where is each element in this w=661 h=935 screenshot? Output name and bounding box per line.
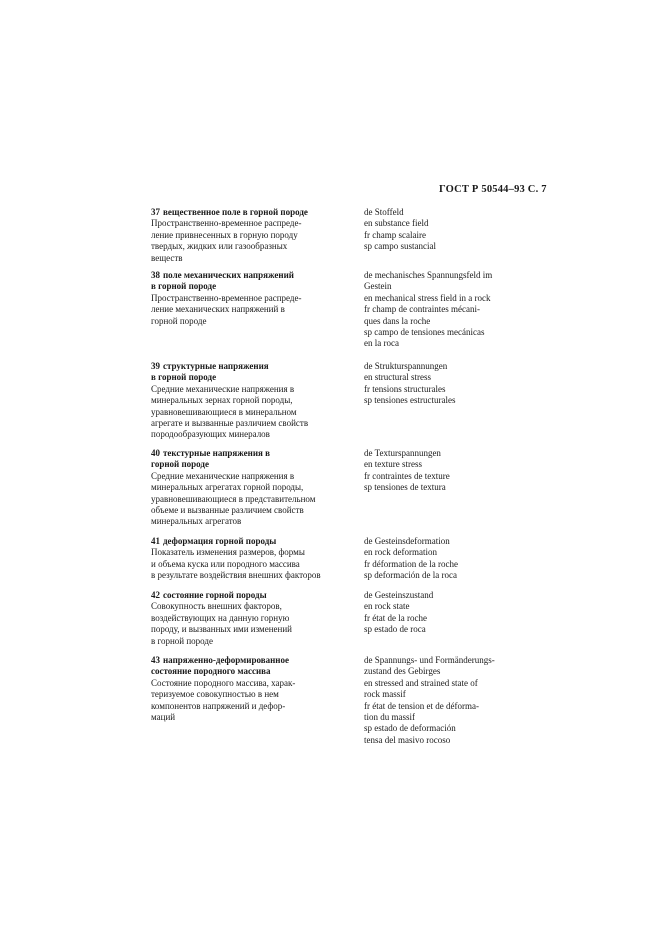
- equivalent-line: fr champ de contraintes mécani-: [364, 304, 480, 315]
- definition-line: минеральных агрегатах горной породы,: [151, 482, 304, 493]
- equivalent-line: en structural stress: [364, 372, 431, 383]
- term-definition-block: [151, 590, 351, 647]
- definition-line: теризуемое совокупностью в нем: [151, 689, 279, 700]
- definition-line: и объема куска или породного массива: [151, 558, 300, 569]
- equivalent-line: de Gesteinsdeformation: [364, 536, 450, 546]
- equivalent-line: en rock state: [364, 601, 410, 612]
- definition-line: породообразующих минералов: [151, 429, 270, 440]
- term-title-continued: в горной породе: [151, 372, 217, 383]
- equivalent-line: de Stoffeld: [364, 207, 404, 217]
- equivalent-line: en rock deformation: [364, 547, 437, 558]
- definition-line: Показатель изменения размеров, формы: [151, 547, 305, 558]
- term-title: 38 поле механических напряжений: [151, 270, 294, 280]
- equivalent-line: en stressed and strained state of: [364, 677, 478, 688]
- equivalent-line: fr état de la roche: [364, 612, 427, 623]
- equivalent-line: fr état de tension et de déforma-: [364, 700, 479, 711]
- term-title: 39 структурные напряжения: [151, 361, 269, 371]
- term-definition-block: [151, 536, 351, 582]
- definition-line: уравновешивающиеся в представительном: [151, 493, 316, 504]
- definition-line: Пространственно-временное распреде-: [151, 218, 302, 229]
- definition-line: объеме и вызванные различием свойств: [151, 505, 304, 516]
- definition-line: в результате воздействия внешних факторов: [151, 570, 321, 581]
- equivalent-line: sp deformación de la roca: [364, 570, 457, 581]
- definition-line: Средние механические напряжения в: [151, 383, 295, 394]
- equivalent-line: zustand des Gebirges: [364, 666, 441, 677]
- equivalent-line: fr champ scalaire: [364, 229, 426, 240]
- definition-line: Совокупность внешних факторов,: [151, 601, 282, 612]
- definition-line: ление привнесенных в горную породу: [151, 229, 298, 240]
- definition-line: Пространственно-временное распреде-: [151, 292, 302, 303]
- equivalent-line: fr tensions structurales: [364, 383, 446, 394]
- equivalent-line: de Texturspannungen: [364, 448, 441, 458]
- equivalent-line: fr déformation de la roche: [364, 558, 458, 569]
- term-title-continued: состояние породного массива: [151, 666, 271, 677]
- equivalent-line: de Spannungs- und Formänderungs-: [364, 655, 495, 665]
- equivalent-line: Gestein: [364, 281, 392, 292]
- page-header: ГОСТ Р 50544–93 С. 7: [439, 184, 547, 195]
- term-definition-block: [151, 655, 351, 723]
- term-title: 43 напряженно-деформированное: [151, 655, 289, 665]
- equivalent-line: sp estado de deformación: [364, 723, 456, 734]
- definition-line: уравновешивающиеся в минеральном: [151, 406, 297, 417]
- foreign-equivalents: [364, 448, 514, 494]
- equivalent-line: tensa del masivo rocoso: [364, 734, 451, 745]
- equivalent-line: en texture stress: [364, 459, 422, 470]
- equivalent-line: sp tensiones de textura: [364, 482, 446, 493]
- equivalent-line: rock massif: [364, 689, 406, 700]
- equivalent-line: de Gesteinszustand: [364, 590, 434, 600]
- equivalent-line: sp estado de roca: [364, 624, 426, 635]
- term-title: 40 текстурные напряжения в: [151, 448, 271, 458]
- equivalent-line: tion du massif: [364, 712, 415, 723]
- foreign-equivalents: [364, 361, 514, 407]
- foreign-equivalents: [364, 536, 514, 582]
- definition-line: породу, и вызванных ими изменений: [151, 624, 292, 635]
- term-definition-block: [151, 207, 351, 264]
- equivalent-line: en la roca: [364, 338, 399, 349]
- foreign-equivalents: [364, 270, 514, 350]
- definition-line: Состояние породного массива, харак-: [151, 677, 296, 688]
- term-title: 37 вещественное поле в горной породе: [151, 207, 308, 217]
- term-title: 41 деформация горной породы: [151, 536, 277, 546]
- foreign-equivalents: [364, 655, 514, 746]
- definition-line: горной породе: [151, 315, 207, 326]
- equivalent-line: en substance field: [364, 218, 429, 229]
- equivalent-line: ques dans la roche: [364, 315, 431, 326]
- equivalent-line: fr contraintes de texture: [364, 470, 450, 481]
- foreign-equivalents: [364, 590, 514, 636]
- equivalent-line: de Strukturspannungen: [364, 361, 448, 371]
- definition-line: минеральных зернах горной породы,: [151, 395, 293, 406]
- term-definition-block: [151, 361, 351, 441]
- definition-line: минеральных агрегатов: [151, 516, 242, 527]
- term-definition-block: [151, 448, 351, 528]
- foreign-equivalents: [364, 207, 514, 253]
- definition-line: веществ: [151, 252, 183, 263]
- definition-line: компонентов напряжений и дефор-: [151, 700, 286, 711]
- definition-line: Средние механические напряжения в: [151, 470, 295, 481]
- term-title-continued: горной породе: [151, 459, 209, 470]
- equivalent-line: sp campo de tensiones mecánicas: [364, 327, 485, 338]
- term-title: 42 состояние горной породы: [151, 590, 267, 600]
- definition-line: твердых, жидких или газообразных: [151, 241, 288, 252]
- equivalent-line: en mechanical stress field in a rock: [364, 292, 491, 303]
- definition-line: воздействующих на данную горную: [151, 612, 290, 623]
- definition-line: маций: [151, 712, 176, 723]
- equivalent-line: de mechanisches Spannungsfeld im: [364, 270, 493, 280]
- definition-line: ление механических напряжений в: [151, 304, 285, 315]
- definition-line: агрегате и вызванные различием свойств: [151, 418, 309, 429]
- equivalent-line: sp campo sustancial: [364, 241, 436, 252]
- equivalent-line: sp tensiones estructurales: [364, 395, 456, 406]
- definition-line: в горной породе: [151, 635, 213, 646]
- term-title-continued: в горной породе: [151, 281, 217, 292]
- term-definition-block: [151, 270, 351, 327]
